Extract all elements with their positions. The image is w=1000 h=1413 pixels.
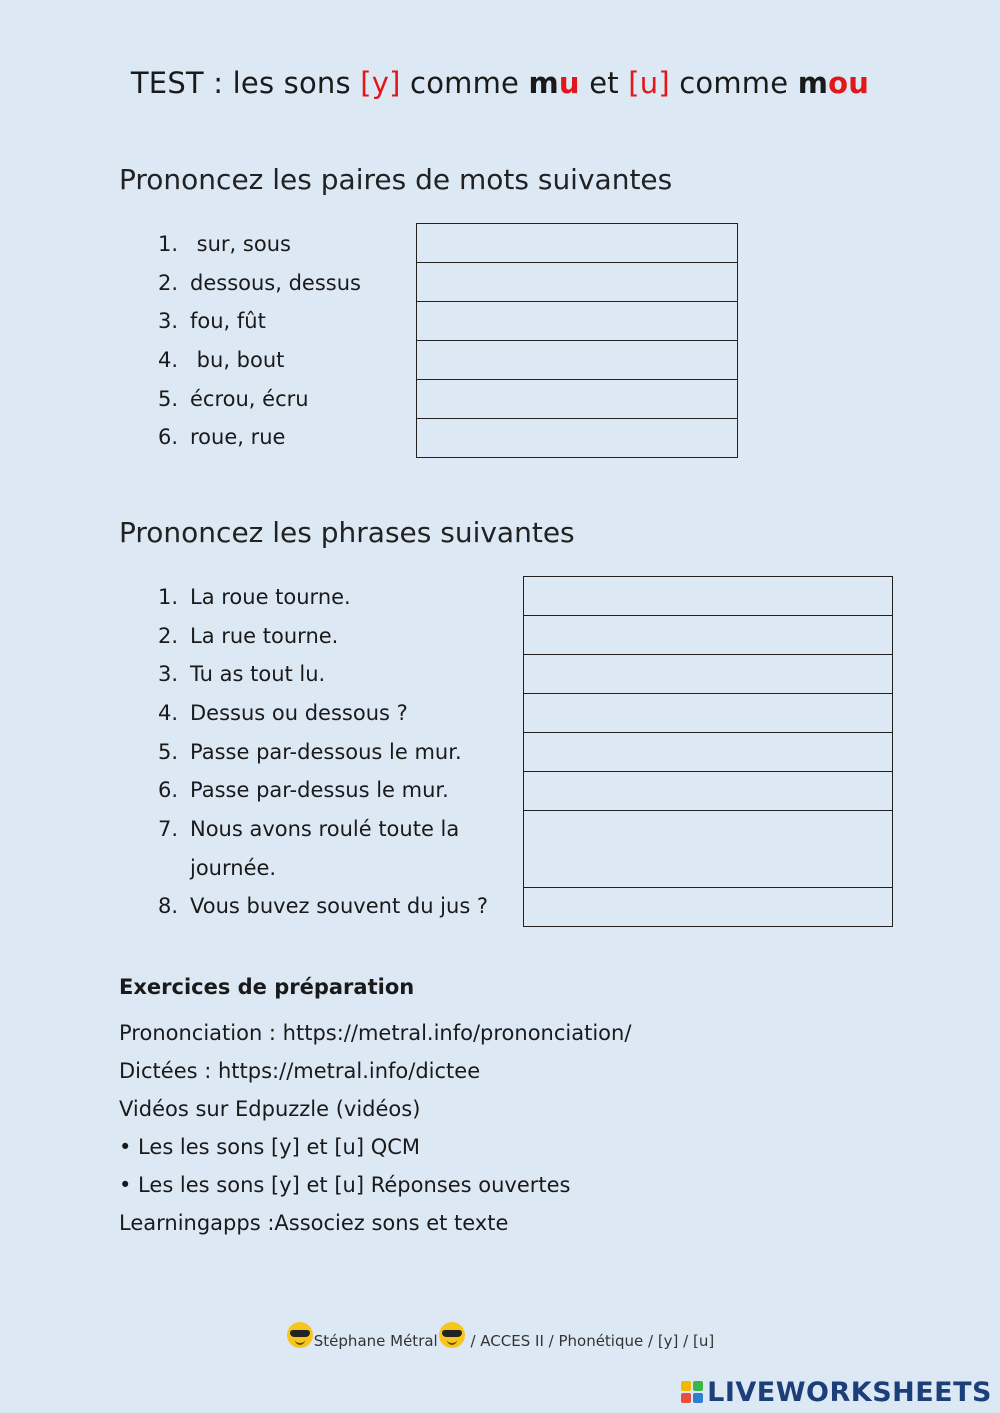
item-number: 6. xyxy=(158,778,179,803)
item-number: 4. xyxy=(158,348,179,373)
item-number: 5. xyxy=(158,386,179,411)
logo-square xyxy=(693,1381,703,1391)
item-number: 4. xyxy=(158,701,179,726)
section2-heading: Prononcez les phrases suivantes xyxy=(119,516,575,549)
answer-box-7[interactable] xyxy=(523,811,893,888)
answer-box-5[interactable] xyxy=(523,733,893,772)
item-number: 2. xyxy=(158,623,179,648)
title-word-mou-vowel: ou xyxy=(828,66,870,100)
title-word-mu-vowel: u xyxy=(558,66,580,100)
prep-link-pronunciation[interactable]: Prononciation : https://metral.info/prononciation/ xyxy=(119,1021,632,1045)
list-item xyxy=(158,694,490,733)
word-pairs-list xyxy=(158,225,361,457)
answer-box-5[interactable] xyxy=(416,380,738,419)
item-text: dessous, dessus xyxy=(190,270,361,295)
title-sound-y: [y] xyxy=(360,66,401,100)
list-item xyxy=(158,733,490,772)
answer-box-4[interactable] xyxy=(523,694,893,733)
item-text: Tu as tout lu. xyxy=(190,662,326,687)
prep-link-qcm[interactable]: • Les les sons [y] et [u] QCM xyxy=(119,1135,421,1159)
item-text: sur, sous xyxy=(190,232,291,256)
title-text: comme xyxy=(400,66,529,100)
item-text: Nous avons roulé toute la journée. xyxy=(190,817,460,880)
liveworksheets-wordmark: LIVEWORKSHEETS xyxy=(707,1376,992,1408)
prep-link-dictation[interactable]: Dictées : https://metral.info/dictee xyxy=(119,1059,481,1083)
list-item xyxy=(158,655,490,694)
prep-link-open-answers[interactable]: • Les les sons [y] et [u] Réponses ouvertes xyxy=(119,1173,571,1197)
title-word-mu: m xyxy=(528,66,559,100)
item-number: 8. xyxy=(158,894,179,919)
answer-box-4[interactable] xyxy=(416,341,738,380)
answer-box-6[interactable] xyxy=(523,772,893,811)
item-text: La rue tourne. xyxy=(190,623,339,648)
item-number: 3. xyxy=(158,662,179,687)
title-text: et xyxy=(579,66,629,100)
section1-heading: Prononcez les paires de mots suivantes xyxy=(119,163,673,196)
footer-author: Stéphane Métral xyxy=(313,1332,438,1350)
item-text: écrou, écru xyxy=(190,386,309,411)
list-item xyxy=(158,380,361,419)
prep-links xyxy=(119,1014,631,1242)
item-text: bu, bout xyxy=(190,348,285,373)
title-sound-u: [u] xyxy=(628,66,670,100)
sentences-answer-boxes xyxy=(523,576,893,927)
item-text: Dessus ou dessous ? xyxy=(190,701,408,726)
sentences-list xyxy=(158,578,490,926)
answer-box-2[interactable] xyxy=(416,263,738,302)
title-text: comme xyxy=(669,66,798,100)
item-text: Passe par-dessus le mur. xyxy=(190,778,449,803)
answer-box-8[interactable] xyxy=(523,888,893,927)
list-item xyxy=(158,771,490,810)
liveworksheets-logo-icon xyxy=(681,1381,703,1403)
list-item xyxy=(158,264,361,303)
item-number: 5. xyxy=(158,739,179,764)
list-item xyxy=(158,225,361,264)
footer xyxy=(0,1322,1000,1350)
item-text: Passe par-dessous le mur. xyxy=(190,739,462,764)
item-text: roue, rue xyxy=(190,425,286,450)
sunglasses-emoji-icon xyxy=(439,1322,465,1348)
item-text: fou, fût xyxy=(190,309,266,334)
item-number: 7. xyxy=(158,817,179,842)
title-word-mou: m xyxy=(797,66,829,100)
item-number: 2. xyxy=(158,270,179,295)
list-item xyxy=(158,887,490,926)
prep-videos-label: Vidéos sur Edpuzzle (vidéos) xyxy=(119,1097,421,1121)
footer-course: / ACCES II / Phonétique / [y] / [u] xyxy=(465,1332,715,1350)
liveworksheets-logo xyxy=(681,1377,992,1407)
title-text: TEST : les sons xyxy=(130,66,361,100)
logo-square xyxy=(681,1393,691,1403)
list-item xyxy=(158,617,490,656)
answer-box-3[interactable] xyxy=(416,302,738,341)
answer-box-1[interactable] xyxy=(416,224,738,263)
prep-link-learningapps[interactable]: Learningapps :Associez sons et texte xyxy=(119,1211,509,1235)
list-item xyxy=(158,341,361,380)
item-number: 1. xyxy=(158,232,179,256)
answer-box-1[interactable] xyxy=(523,577,893,616)
page-title xyxy=(0,66,1000,100)
answer-box-2[interactable] xyxy=(523,616,893,655)
item-number: 6. xyxy=(158,425,179,450)
list-item xyxy=(158,302,361,341)
item-number: 3. xyxy=(158,309,179,334)
answer-box-3[interactable] xyxy=(523,655,893,694)
logo-square xyxy=(693,1393,703,1403)
list-item xyxy=(158,578,490,617)
list-item xyxy=(158,810,490,887)
prep-title: Exercices de préparation xyxy=(119,975,415,999)
word-pairs-answer-boxes xyxy=(416,223,738,458)
answer-box-6[interactable] xyxy=(416,419,738,458)
logo-square xyxy=(681,1381,691,1391)
item-number: 1. xyxy=(158,585,179,609)
item-text: Vous buvez souvent du jus ? xyxy=(190,894,489,919)
sunglasses-emoji-icon xyxy=(287,1322,313,1348)
item-text: La roue tourne. xyxy=(190,585,351,609)
list-item xyxy=(158,418,361,457)
